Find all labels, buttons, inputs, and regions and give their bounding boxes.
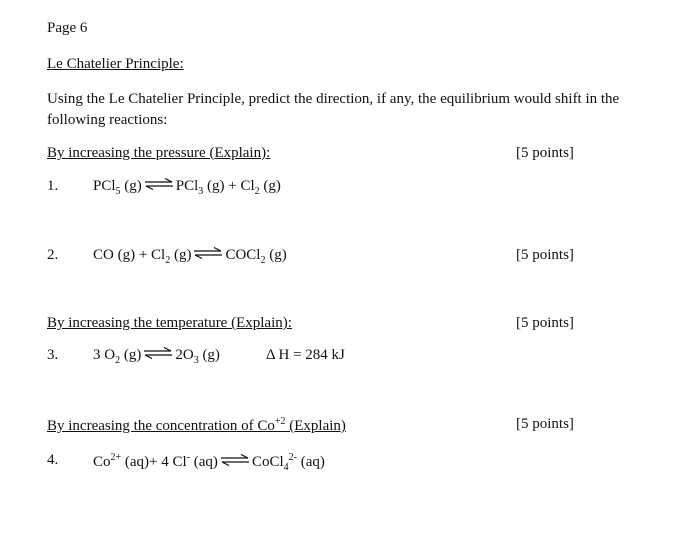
q2-rhs: COCl$_2$ (g)	[225, 247, 287, 266]
q2-equation	[93, 247, 287, 266]
q2-points: [5 points]	[516, 247, 574, 263]
concentration-heading: By increasing the concentration of $Co^{+2}$ (Explain)	[47, 416, 346, 434]
page-number: Page 6	[47, 20, 88, 36]
q1-equation	[93, 178, 281, 197]
q4-equation	[93, 452, 325, 473]
q4-number: 4.	[47, 452, 59, 468]
equilibrium-arrow-icon	[220, 454, 250, 466]
q4-lhs: $Co^{2+}$ (aq)+ 4 Cl- (aq)	[93, 452, 218, 470]
q3-enthalpy: Δ H = 284 kJ	[265, 347, 345, 363]
equilibrium-arrow-icon	[143, 347, 173, 359]
intro-paragraph: Using the Le Chatelier Principle, predict the direction, if any, the equilibrium would shift in the following reactions:	[47, 91, 620, 128]
pressure-heading: By increasing the pressure (Explain):	[47, 145, 271, 161]
section-title: Le Chatelier Principle:	[47, 56, 184, 72]
q3-rhs: $2O_3$ (g)	[175, 347, 220, 366]
q1-rhs: PCl$_3$ $(g) + Cl_2$ (g)	[175, 178, 281, 197]
equilibrium-arrow-icon	[193, 247, 223, 259]
q3-number: 3.	[47, 347, 59, 363]
equilibrium-arrow-icon	[144, 178, 174, 190]
q2-lhs: CO $(g) + Cl_2$ (g)	[93, 247, 192, 266]
pressure-points: [5 points]	[516, 145, 574, 161]
concentration-points: [5 points]	[516, 416, 574, 432]
q3-equation	[93, 347, 345, 366]
q2-number: 2.	[47, 247, 59, 263]
temperature-points: [5 points]	[516, 315, 574, 331]
temperature-heading: By increasing the temperature (Explain):	[47, 315, 292, 331]
q4-rhs: CoCl$_4^{2-}$ (aq)	[251, 452, 325, 473]
q1-lhs: PCl$_5$ (g)	[93, 178, 142, 197]
q1-number: 1.	[47, 178, 59, 194]
q3-lhs: 3 $O_2$ (g)	[93, 347, 142, 366]
